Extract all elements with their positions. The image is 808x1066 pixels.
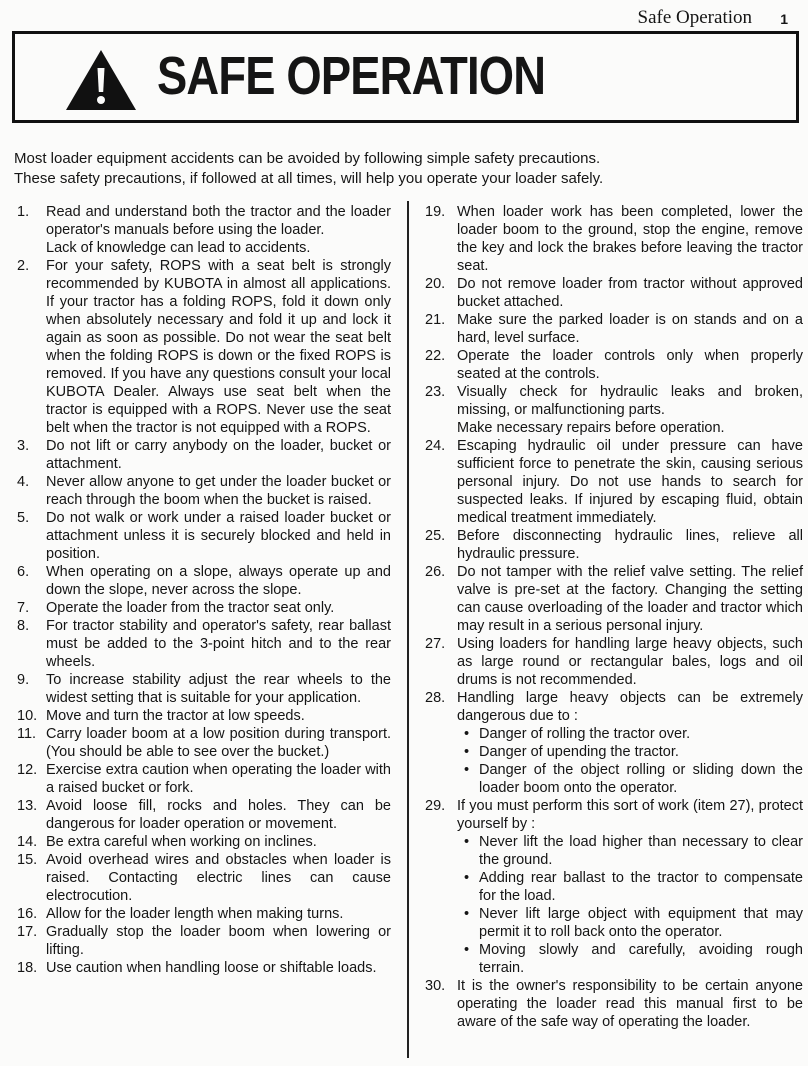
item-text: Avoid loose fill, rocks and holes. They can be dangerous for loader operation or movement. [46, 798, 391, 832]
bullet-item: • Danger of upending the tractor. [457, 743, 803, 761]
safety-item [425, 563, 803, 635]
safety-item [17, 203, 391, 257]
bullet-item: • Never lift the load higher than necessary to clear the ground. [457, 833, 803, 869]
item-number: 21. [425, 312, 446, 328]
item-text: Move and turn the tractor at low speeds. [46, 708, 305, 724]
item-text: Lack of knowledge can lead to accidents. [46, 240, 311, 256]
section-name: Safe Operation [637, 7, 752, 28]
item-number: 22. [425, 348, 446, 364]
safety-item [17, 851, 391, 905]
bullet-item: • Moving slowly and carefully, avoiding rough terrain. [457, 941, 803, 977]
item-number: 18. [17, 960, 38, 976]
item-number: 13. [17, 798, 38, 814]
item-number: 3. [17, 438, 30, 454]
item-number: 5. [17, 510, 30, 526]
item-text: Do not lift or carry anybody on the loader, bucket or attachment. [46, 438, 391, 472]
item-text: Operate the loader from the tractor seat only. [46, 600, 335, 616]
item-number: 27. [425, 636, 446, 652]
item-text: Do not tamper with the relief valve setting. The relief valve is pre-set at the factory. Changing the setting can cause overloading of the loader and tractor which may result in a serious personal injury. [457, 564, 803, 634]
item-number: 7. [17, 600, 30, 616]
safety-item [425, 977, 803, 1031]
bullet-item: • Never lift large object with equipment that may permit it to roll back onto the operator. [457, 905, 803, 941]
item-text: Do not walk or work under a raised loader bucket or attachment unless it is securely blocked and held in position. [46, 510, 391, 562]
item-number: 15. [17, 852, 38, 868]
item-number: 23. [425, 384, 446, 400]
safety-item [425, 689, 803, 797]
safety-item [425, 311, 803, 347]
safety-item [17, 923, 391, 959]
safety-item [17, 437, 391, 473]
item-number: 14. [17, 834, 38, 850]
title-box [12, 31, 799, 123]
item-text: Avoid overhead wires and obstacles when loader is raised. Contacting electric lines can cause electrocution. [46, 852, 391, 904]
item-text: Exercise extra caution when operating the loader with a raised bucket or fork. [46, 762, 391, 796]
page-number: 1 [780, 11, 788, 27]
warning-triangle-icon [65, 49, 137, 111]
item-text: To increase stability adjust the rear wheels to the widest setting that is suitable for your application. [46, 672, 391, 706]
safety-item [17, 761, 391, 797]
item-text: Be extra careful when working on inclines. [46, 834, 317, 850]
item-number: 12. [17, 762, 38, 778]
bullet-item: • Adding rear ballast to the tractor to compensate for the load. [457, 869, 803, 905]
item-text: When operating on a slope, always operate up and down the slope, never across the slope. [46, 564, 391, 598]
item-text: If you must perform this sort of work (item 27), protect yourself by : [457, 798, 803, 832]
item-number: 17. [17, 924, 38, 940]
item-number: 6. [17, 564, 30, 580]
item-text: Read and understand both the tractor and the loader operator's manuals before using the loader. [46, 204, 391, 238]
item-text: It is the owner's responsibility to be certain anyone operating the loader read this manual first to be aware of the safe way of operating the loader. [457, 978, 803, 1030]
item-number: 29. [425, 798, 446, 814]
bullet-item: • Danger of the object rolling or sliding down the loader boom onto the operator. [457, 761, 803, 797]
item-text: Use caution when handling loose or shiftable loads. [46, 960, 377, 976]
safety-item [17, 905, 391, 923]
safety-item [425, 203, 803, 275]
item-text: For tractor stability and operator's safety, rear ballast must be added to the 3-point hitch and to the rear wheels. [46, 618, 391, 670]
safety-item [17, 797, 391, 833]
item-number: 26. [425, 564, 446, 580]
item-text: Make necessary repairs before operation. [457, 420, 725, 436]
safety-item [425, 383, 803, 437]
intro-line: Most loader equipment accidents can be avoided by following simple safety precautions. [14, 150, 601, 167]
safety-item [17, 257, 391, 437]
item-text: Visually check for hydraulic leaks and broken, missing, or malfunctioning parts. [457, 384, 803, 418]
column-divider [407, 201, 409, 1058]
item-number: 25. [425, 528, 446, 544]
bullet-list [457, 725, 803, 797]
item-number: 2. [17, 258, 30, 274]
item-text: Never allow anyone to get under the loader bucket or reach through the boom when the bucket is raised. [46, 474, 391, 508]
safety-item [17, 959, 391, 977]
safety-item [17, 599, 391, 617]
item-text: Allow for the loader length when making turns. [46, 906, 344, 922]
safety-item [17, 707, 391, 725]
safety-item [425, 437, 803, 527]
safety-item [17, 671, 391, 707]
item-number: 8. [17, 618, 30, 634]
item-text: Make sure the parked loader is on stands and on a hard, level surface. [457, 312, 803, 346]
page-header [0, 5, 808, 29]
safety-item [17, 563, 391, 599]
item-text: Gradually stop the loader boom when lowering or lifting. [46, 924, 391, 958]
safety-item [17, 617, 391, 671]
item-text: Carry loader boom at a low position during transport. (You should be able to see over the bucket.) [46, 726, 391, 760]
item-text: Before disconnecting hydraulic lines, relieve all hydraulic pressure. [457, 528, 803, 562]
item-number: 1. [17, 204, 30, 220]
safety-item [425, 347, 803, 383]
safety-item [17, 509, 391, 563]
item-number: 30. [425, 978, 446, 994]
safety-item [17, 833, 391, 851]
safety-item [425, 797, 803, 977]
bullet-list [457, 833, 803, 977]
safety-item [17, 725, 391, 761]
item-number: 19. [425, 204, 446, 220]
intro [14, 149, 804, 189]
item-number: 20. [425, 276, 446, 292]
item-number: 4. [17, 474, 30, 490]
item-number: 28. [425, 690, 446, 706]
bullet-item: • Danger of rolling the tractor over. [457, 725, 803, 743]
item-number: 24. [425, 438, 446, 454]
item-text: For your safety, ROPS with a seat belt is strongly recommended by KUBOTA in almost all applications. If your tractor has a folding ROPS, fold it down only when absolutely necessary and fold it up and lock it again as soon as possible. Do not wear the seat belt when the folding ROPS is down or the fixed ROPS is removed. If you have any questions consult your local KUBOTA Dealer. Always use seat belt when the tractor is equipped with a ROPS. Never use the seat belt when the tractor is not equipped with a ROPS. [46, 258, 391, 436]
item-text: Do not remove loader from tractor without approved bucket attached. [457, 276, 803, 310]
item-text: Operate the loader controls only when properly seated at the controls. [457, 348, 803, 382]
intro-line: These safety precautions, if followed at all times, will help you operate your loader safely. [14, 170, 604, 187]
item-text: Handling large heavy objects can be extremely dangerous due to : [457, 690, 803, 724]
item-number: 9. [17, 672, 30, 688]
left-column [17, 203, 391, 977]
safety-item [425, 527, 803, 563]
item-number: 10. [17, 708, 38, 724]
page-title: SAFE OPERATION [157, 46, 546, 106]
item-number: 16. [17, 906, 38, 922]
item-text: Using loaders for handling large heavy objects, such as large round or rectangular bales, logs and oil drums is not recommended. [457, 636, 803, 688]
safety-item [17, 473, 391, 509]
right-column [425, 203, 803, 1031]
safety-item [425, 635, 803, 689]
item-text: When loader work has been completed, lower the loader boom to the ground, stop the engine, remove the key and lock the brakes before leaving the tractor seat. [457, 204, 803, 274]
safety-item [425, 275, 803, 311]
item-text: Escaping hydraulic oil under pressure can have sufficient force to penetrate the skin, causing serious personal injury. Do not use hands to search for suspected leaks. If injured by escaping fluid, obtain medical treatment immediately. [457, 438, 803, 526]
item-number: 11. [17, 726, 37, 742]
